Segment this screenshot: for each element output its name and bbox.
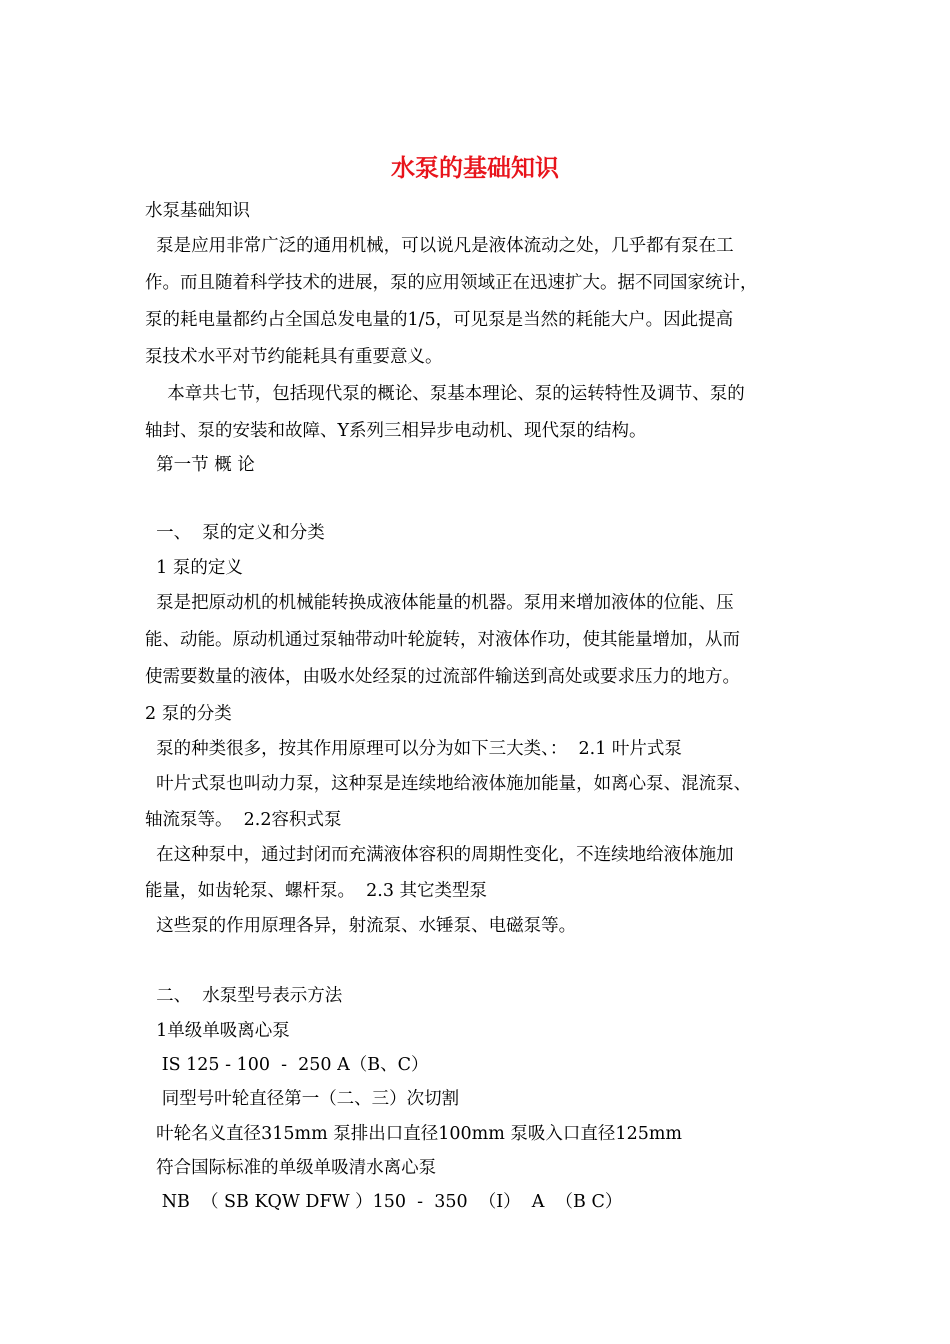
text-line: 叶轮名义直径315mm 泵排出口直径100mm 泵吸入口直径125mm [145,1124,683,1144]
text-line: 水泵基础知识 [145,201,250,221]
text-line: IS 125 - 100 - 250 A（B、C） [145,1055,429,1075]
text-line: 符合国际标准的单级单吸清水离心泵 [145,1158,437,1178]
subsection-heading: 1 泵的定义 [145,558,243,578]
section-heading: 第一节 概 论 [145,455,255,475]
text-line: 本章共七节，包括现代泵的概论、泵基本理论、泵的运转特性及调节、泵的 [145,384,745,404]
text-line: 能量，如齿轮泵、螺杆泵。 2.3 其它类型泵 [145,881,488,901]
subsection-heading: 2 泵的分类 [145,704,232,724]
section-heading: 一、 泵的定义和分类 [145,523,325,543]
text-line: 这些泵的作用原理各异，射流泵、水锤泵、电磁泵等。 [145,916,577,936]
document-title: 水泵的基础知识 [391,153,559,182]
section-heading: 二、 水泵型号表示方法 [145,986,343,1006]
text-line: 轴流泵等。 2.2容积式泵 [145,810,342,830]
text-line: 作。而且随着科学技术的进展，泵的应用领域正在迅速扩大。据不同国家统计， [145,273,758,293]
text-line: 泵的种类很多，按其作用原理可以分为如下三大类、： 2.1 叶片式泵 [145,739,682,759]
text-line: 泵是应用非常广泛的通用机械，可以说凡是液体流动之处，几乎都有泵在工 [145,236,734,256]
text-line: 泵是把原动机的机械能转换成液体能量的机器。泵用来增加液体的位能、压 [145,593,734,613]
text-line: 在这种泵中，通过封闭而充满液体容积的周期性变化，不连续地给液体施加 [145,845,734,865]
text-line: 同型号叶轮直径第一（二、三）次切割 [145,1089,460,1109]
text-line: 泵技术水平对节约能耗具有重要意义。 [145,347,443,367]
text-line: 使需要数量的液体，由吸水处经泵的过流部件输送到高处或要求压力的地方。 [145,667,740,687]
text-line: 能、动能。原动机通过泵轴带动叶轮旋转，对液体作功，使其能量增加，从而 [145,630,740,650]
text-line: 叶片式泵也叫动力泵，这种泵是连续地给液体施加能量，如离心泵、混流泵、 [145,774,752,794]
text-line: NB （ SB KQW DFW ）150 - 350 （I） A （B C） [145,1192,623,1212]
text-line: 泵的耗电量都约占全国总发电量的1/5，可见泵是当然的耗能大户。因此提高 [145,310,734,330]
subsection-heading: 1单级单吸离心泵 [145,1021,290,1041]
text-line: 轴封、泵的安装和故障、Y系列三相异步电动机、现代泵的结构。 [145,421,647,441]
